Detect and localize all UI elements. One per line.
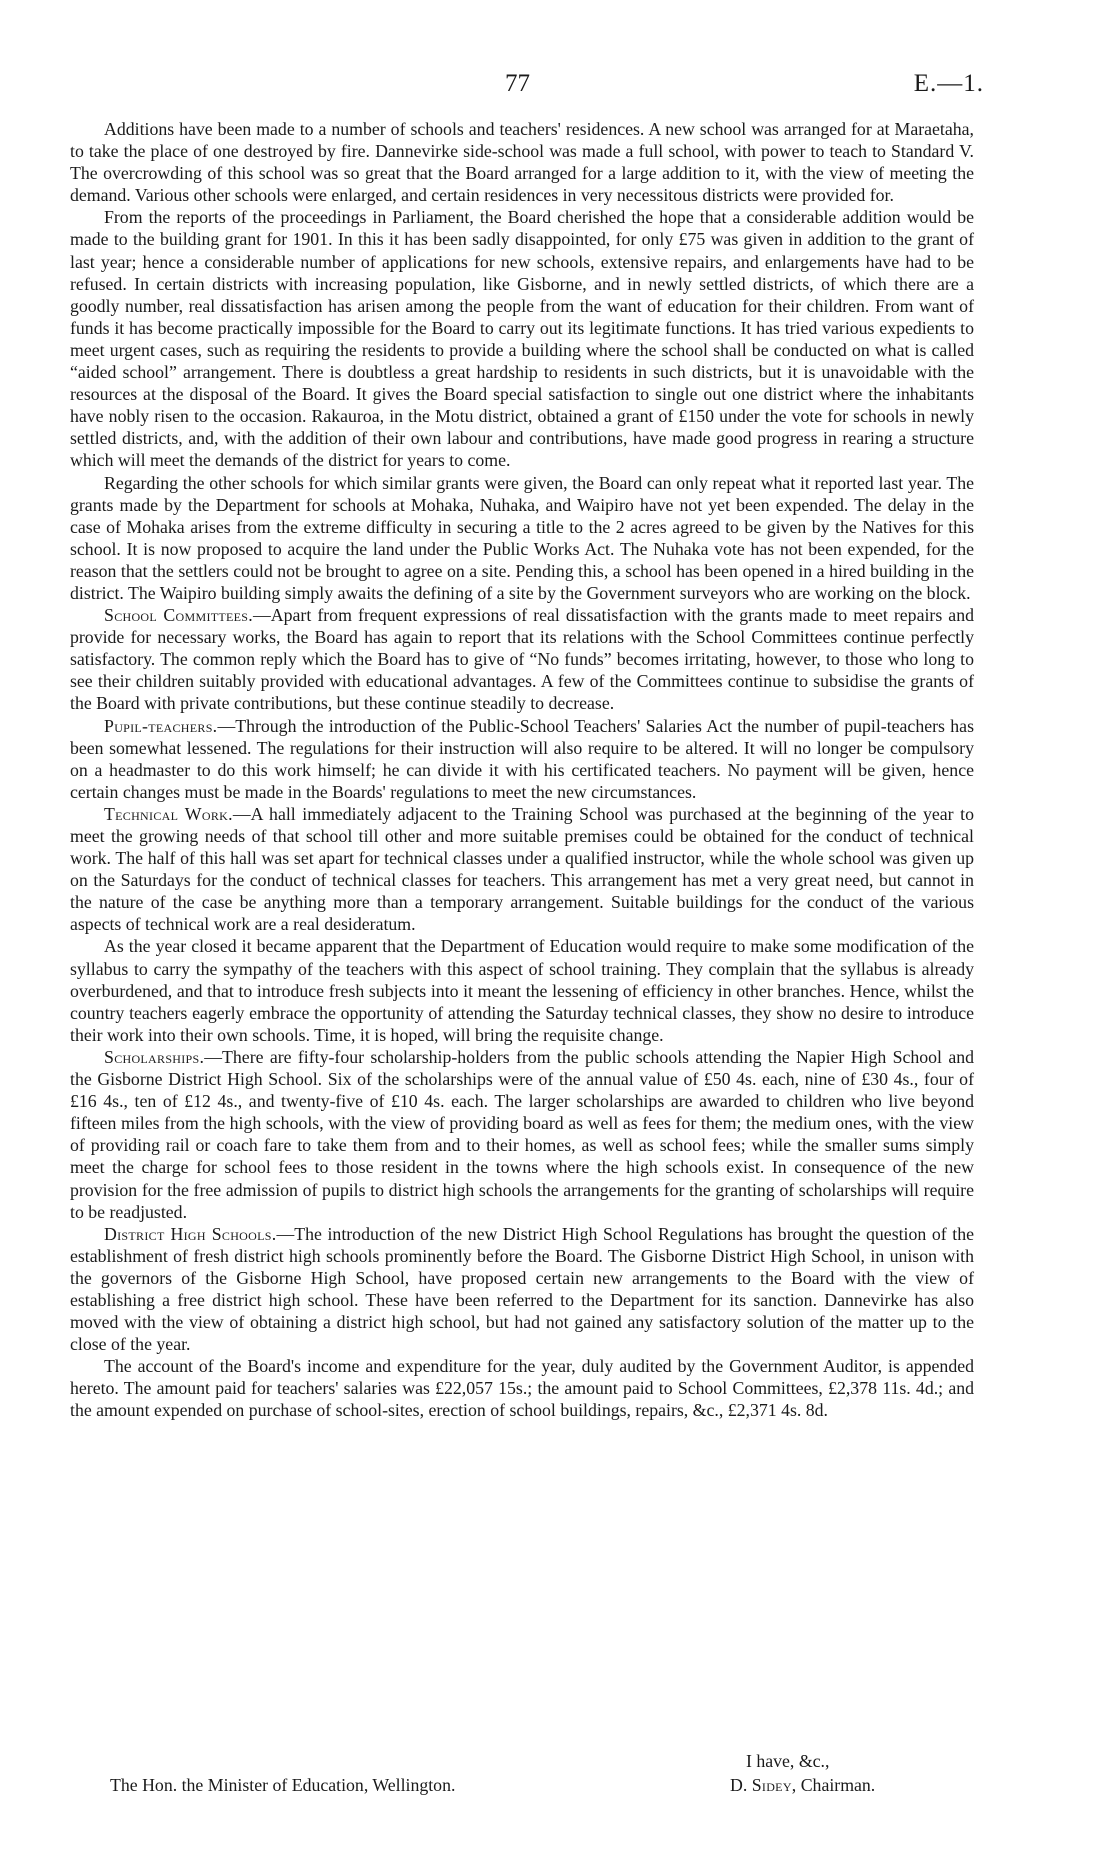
paragraph-scholarships [70, 1046, 974, 1223]
paragraph-heading: Pupil-teachers. [104, 715, 218, 736]
page-header [0, 70, 1114, 100]
paragraph-text: —There are fifty-four scholarship-holders from the public schools attending the Napier High School and the Gisborne District High School. Six of the scholarships were of the annual value of £50 4s. each, nine of £30 4s., four of £16 4s., ten of £12 4s., and twenty-five of £10 4s. each. The larger scholarships are awarded to children who live beyond fifteen miles from the high schools, with the view of providing board as well as fees for them; the medium ones, with the view of providing rail or coach fare to take them from and to their homes, as well as school fees; while the smaller sums simply meet the charge for school fees to those resident in the towns where the high schools exist. In consequence of the new provision for the free admission of pupils to district high schools the arrangements for the granting of scholarships will require to be readjusted. [70, 1046, 974, 1222]
report-body [70, 118, 974, 1422]
paragraph-heading: School Committees. [104, 605, 253, 626]
paragraph-technical-work [70, 803, 974, 936]
paragraph-text: Regarding the other schools for which similar grants were given, the Board can only repeat what it reported last year. The grants made by the Department for schools at Mohaka, Nuhaka, and Waipiro have not yet been expended. The delay in the case of Mohaka arises from the extreme difficulty in securing a title to the 2 acres agreed to be given by the Natives for this school. It is now proposed to acquire the land under the Public Works Act. The Nuhaka vote has not been expended, for the reason that the settlers could not be brought to agree on a site. Pending this, a school has been opened in a hired building in the district. The Waipiro building simply awaits the defining of a site by the Government surveyors who are working on the block. [70, 472, 974, 603]
paragraph-other-schools [70, 472, 974, 605]
page-number: 77 [505, 70, 530, 97]
paragraph-text: —Apart from frequent expressions of real dissatisfaction with the grants made to meet repairs and provide for necessary works, the Board has again to report that its relations with the School Committees continue perfectly satisfactory. The common reply which the Board has to give of “No funds” becomes irritating, however, to those who long to see their children suitably provided with educational advantages. A few of the Committees continue to subsidise the grants of the Board with private contributions, but these continue steadily to decrease. [70, 605, 974, 714]
paragraph-text: As the year closed it became apparent that the Department of Education would require to make some modification of the syllabus to carry the sympathy of the teachers with this aspect of school training. They complain that the syllabus is already overburdened, and that to introduce fresh subjects into it meant the lessening of efficiency in other branches. Hence, whilst the country teachers eagerly embrace the opportunity of attending the Saturday technical classes, they show no desire to introduce their work into their own schools. Time, it is hoped, will bring the requisite change. [70, 936, 974, 1045]
signatory-initial: D. [730, 1775, 752, 1795]
paragraph-text: —A hall immediately adjacent to the Training School was purchased at the beginning of the year to meet the growing needs of that school till other and more suitable premises could be obtained for the conduct of technical work. The half of this hall was set apart for technical classes under a qualified instructor, while the whole school was given up on the Saturdays for the conduct of technical classes for teachers. This arrangement has met a very great need, but cannot in the nature of the case be anything more than a temporary arrangement. Suitable buildings for the conduct of the various aspects of technical work are a real desideratum. [70, 803, 974, 935]
addressee: The Hon. the Minister of Education, Wellington. [110, 1775, 456, 1795]
paragraph-syllabus [70, 935, 974, 1045]
closing-phrase: I have, &c., [746, 1751, 830, 1771]
paragraph-building-grant [70, 206, 974, 471]
paragraph-text: —The introduction of the new District High School Regulations has brought the question of the establishment of fresh district high schools prominently before the Board. The Gisborne District High School, in unison with the governors of the Gisborne High School, have proposed certain new arrangements to the Board with the view of establishing a free district high school. These have been referred to the Department for its sanction. Dannevirke has also moved with the view of obtaining a district high school, but had not gained any satisfactory solution of the matter up to the close of the year. [70, 1223, 974, 1355]
paragraph-heading: District High Schools. [104, 1223, 277, 1244]
paragraph-text: —Through the introduction of the Public-School Teachers' Salaries Act the number of pupil-teachers has been somewhat lessened. The regulations for their instruction will also require to be altered. It will no longer be compulsory on a headmaster to do this work himself; he can divide it with his certificated teachers. No payment will be given, hence certain changes must be made in the Boards' regulations to meet the new circumstances. [70, 715, 974, 802]
paragraph-accounts [70, 1355, 974, 1421]
paragraph-heading: Scholarships. [104, 1046, 205, 1067]
paragraph-pupil-teachers [70, 715, 974, 803]
paragraph-text: From the reports of the proceedings in Parliament, the Board cherished the hope that a considerable addition would be made to the building grant for 1901. In this it has been sadly disappointed, for only £75 was given in addition to the grant of last year; hence a considerable number of applications for new schools, extensive repairs, and enlargements have had to be refused. In certain districts with increasing population, like Gisborne, and in newly settled districts, of which there are a goodly number, real dissatisfaction has arisen among the people from the want of education for their children. From want of funds it has become practically impossible for the Board to carry out its legitimate functions. It has tried various expedients to meet urgent cases, such as requiring the residents to provide a building where the school shall be conducted on what is called “aided school” arrangement. There is doubtless a great hardship to residents in such districts, but it is unavoidable with the resources at the disposal of the Board. It gives the Board special satisfaction to single out one district where the inhabitants have nobly risen to the occasion. Rakauroa, in the Motu district, obtained a grant of £150 under the vote for schools in newly settled districts, and, with the addition of their own labour and contributions, have made good progress in rearing a structure which will meet the demands of the district for years to come. [70, 207, 974, 471]
paragraph-text: The account of the Board's income and expenditure for the year, duly audited by the Government Auditor, is appended hereto. The amount paid for teachers' salaries was £22,057 15s.; the amount paid to School Committees, £2,378 11s. 4d.; and the amount expended on purchase of school-sites, erection of school buildings, repairs, &c., £2,371 4s. 8d. [70, 1356, 974, 1421]
paragraph-additions [70, 118, 974, 206]
paragraph-school-committees [70, 604, 974, 714]
document-code: E.—1. [913, 70, 984, 97]
paragraph-heading: Technical Work. [104, 803, 233, 824]
paragraph-district-high-schools [70, 1223, 974, 1356]
signatory [730, 1774, 875, 1796]
paragraph-text: Additions have been made to a number of schools and teachers' residences. A new school was arranged for at Maraetaha, to take the place of one destroyed by fire. Dannevirke side-school was made a full school, with power to teach to Standard V. The overcrowding of this school was so great that the Board arranged for a large addition to it, with the view of meeting the demand. Various other schools were enlarged, and certain residences in very necessitous districts were provided for. [70, 119, 974, 206]
signatory-name: Sidey [751, 1775, 792, 1795]
signatory-title: , Chairman. [791, 1775, 876, 1795]
